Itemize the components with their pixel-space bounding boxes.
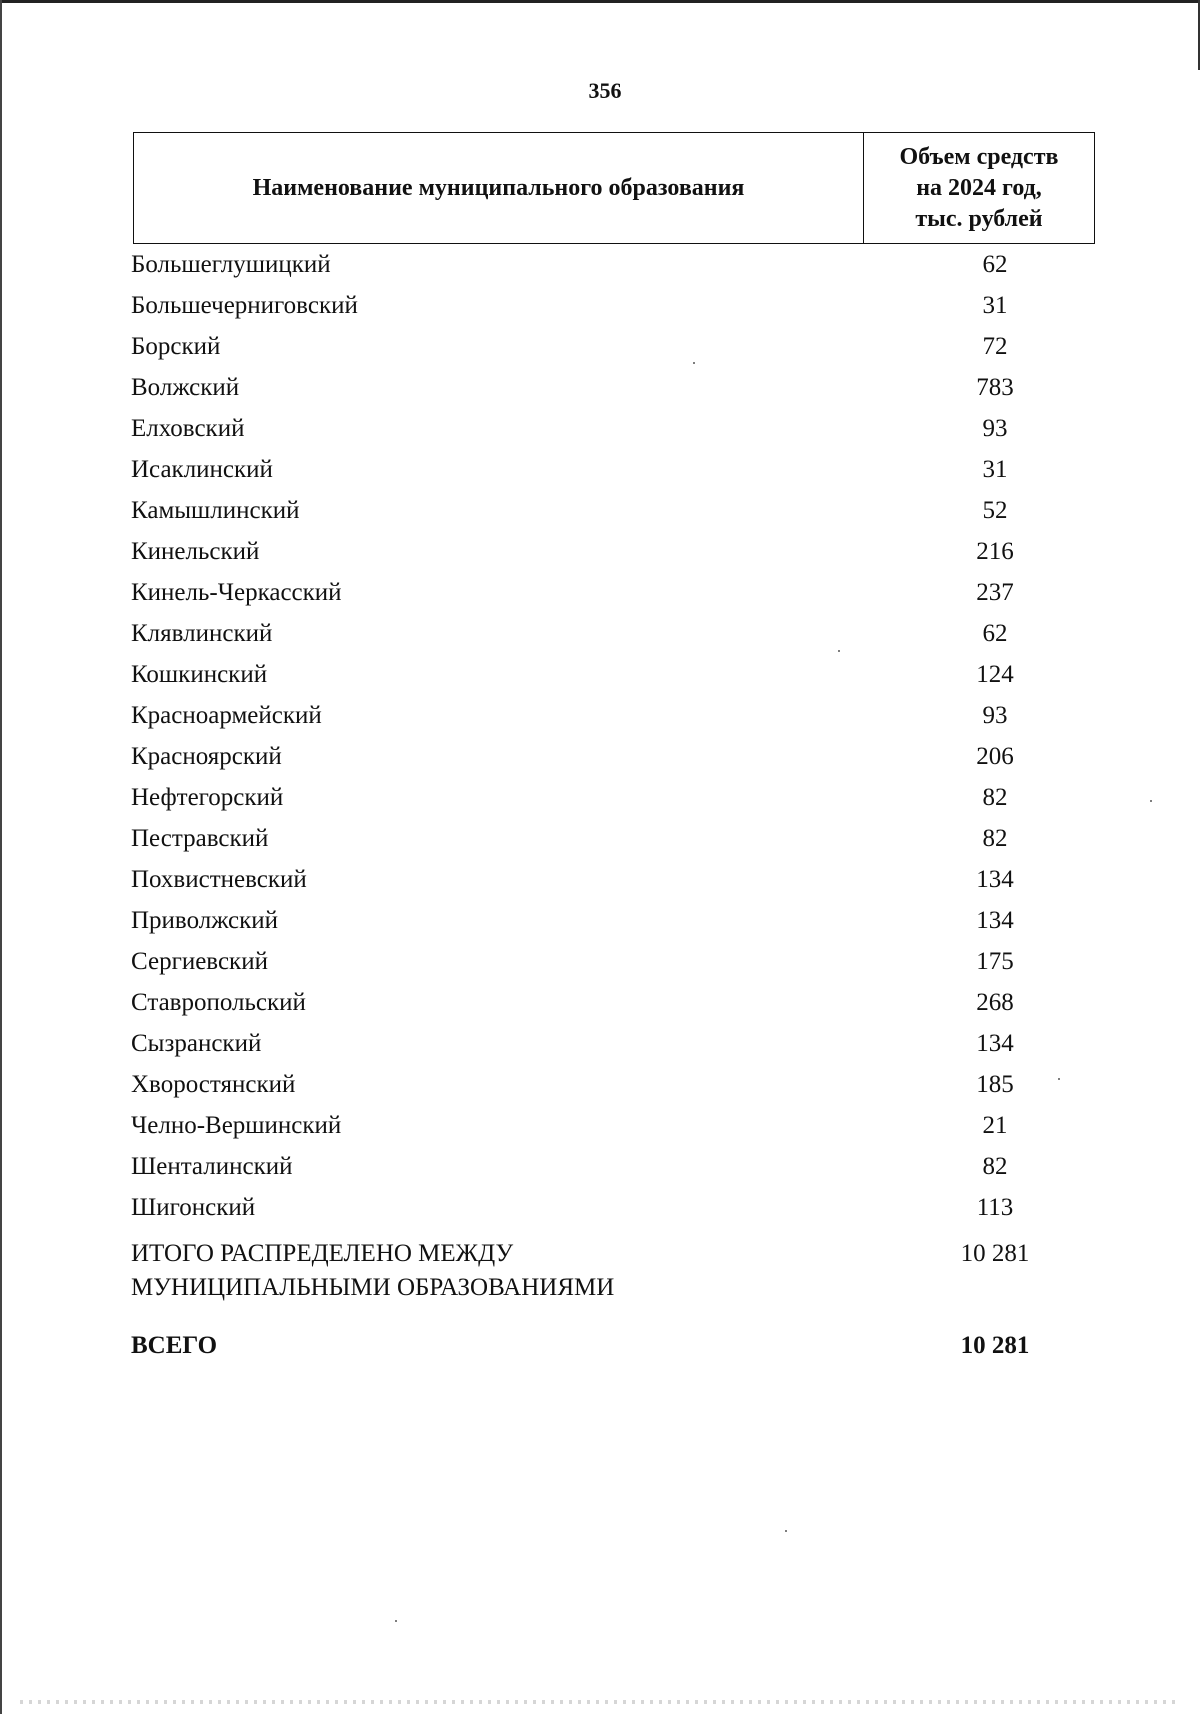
municipality-name: Елховский bbox=[131, 414, 245, 442]
municipality-name: Шенталинский bbox=[131, 1152, 293, 1180]
table-row bbox=[131, 449, 1095, 490]
page-number: 356 bbox=[588, 78, 622, 103]
municipality-value: 72 bbox=[982, 332, 1008, 360]
distributed-total-value: 10 281 bbox=[960, 1240, 1030, 1267]
table-row bbox=[131, 531, 1095, 572]
table-row bbox=[131, 285, 1095, 326]
municipality-value: 82 bbox=[982, 824, 1008, 852]
municipality-name: Пестравский bbox=[131, 824, 269, 852]
municipality-value: 783 bbox=[976, 373, 1014, 401]
table-row bbox=[131, 736, 1095, 777]
table-row bbox=[131, 941, 1095, 982]
table-row bbox=[131, 408, 1095, 449]
municipality-name: Волжский bbox=[131, 373, 240, 401]
table-row bbox=[131, 1023, 1095, 1064]
municipality-name: Исаклинский bbox=[131, 455, 273, 483]
distributed-total-label-line2: МУНИЦИПАЛЬНЫМИ ОБРАЗОВАНИЯМИ bbox=[131, 1274, 615, 1301]
municipality-value: 237 bbox=[976, 578, 1014, 606]
scan-speck bbox=[693, 362, 695, 364]
grand-total-row bbox=[131, 1332, 1095, 1360]
table-row bbox=[131, 1187, 1095, 1228]
table-row bbox=[131, 367, 1095, 408]
municipality-value: 124 bbox=[976, 660, 1014, 688]
scan-noise-bottom bbox=[20, 1700, 1180, 1704]
municipality-value: 52 bbox=[982, 496, 1008, 524]
municipality-value: 31 bbox=[982, 455, 1008, 483]
municipality-name: Клявлинский bbox=[131, 619, 273, 647]
header-volume-column: Объем средств на 2024 год, тыс. рублей bbox=[899, 143, 1059, 232]
municipality-value: 62 bbox=[982, 250, 1008, 278]
table-row bbox=[131, 244, 1095, 285]
scan-speck bbox=[785, 1530, 787, 1532]
grand-total-value: 10 281 bbox=[960, 1332, 1030, 1359]
distributed-total-label-line1: ИТОГО РАСПРЕДЕЛЕНО МЕЖДУ bbox=[131, 1240, 514, 1267]
table-row bbox=[131, 859, 1095, 900]
municipality-value: 216 bbox=[976, 537, 1014, 565]
table-row bbox=[131, 1064, 1095, 1105]
scan-speck bbox=[395, 1620, 397, 1622]
municipality-value: 134 bbox=[976, 1029, 1014, 1057]
table-row bbox=[131, 777, 1095, 818]
municipality-value: 134 bbox=[976, 865, 1014, 893]
municipality-name: Большечерниговский bbox=[131, 291, 358, 319]
municipality-name: Похвистневский bbox=[131, 865, 307, 893]
header-name-column: Наименование муниципального образования bbox=[134, 133, 864, 243]
municipality-name: Хворостянский bbox=[131, 1070, 296, 1098]
municipality-name: Кинельский bbox=[131, 537, 260, 565]
municipality-name: Борский bbox=[131, 332, 221, 360]
municipality-value: 134 bbox=[976, 906, 1014, 934]
table-row bbox=[131, 572, 1095, 613]
table-row bbox=[131, 818, 1095, 859]
table-row bbox=[131, 490, 1095, 531]
municipality-name: Камышлинский bbox=[131, 496, 300, 524]
table-body bbox=[131, 244, 1095, 1228]
municipality-value: 31 bbox=[982, 291, 1008, 319]
municipality-value: 93 bbox=[982, 701, 1008, 729]
table-row bbox=[131, 613, 1095, 654]
municipality-value: 175 bbox=[976, 947, 1014, 975]
municipality-value: 113 bbox=[976, 1193, 1014, 1221]
municipality-name: Сызранский bbox=[131, 1029, 262, 1057]
municipality-value: 185 bbox=[976, 1070, 1014, 1098]
table-row bbox=[131, 1105, 1095, 1146]
scan-speck bbox=[1150, 800, 1152, 802]
table-row bbox=[131, 654, 1095, 695]
municipality-value: 206 bbox=[976, 742, 1014, 770]
scan-speck bbox=[1058, 1078, 1060, 1080]
municipality-value: 62 bbox=[982, 619, 1008, 647]
grand-total-label: ВСЕГО bbox=[131, 1332, 218, 1359]
scan-speck bbox=[838, 650, 840, 652]
municipality-name: Красноярский bbox=[131, 742, 282, 770]
table-row bbox=[131, 1146, 1095, 1187]
municipality-name: Шигонский bbox=[131, 1193, 256, 1221]
municipality-value: 93 bbox=[982, 414, 1008, 442]
table-row bbox=[131, 900, 1095, 941]
distributed-total-row bbox=[131, 1237, 1095, 1305]
table-header bbox=[133, 132, 1095, 244]
table-row bbox=[131, 326, 1095, 367]
scan-border-top bbox=[0, 0, 1200, 3]
municipality-value: 82 bbox=[982, 783, 1008, 811]
municipality-name: Челно-Вершинский bbox=[131, 1111, 342, 1139]
municipality-name: Ставропольский bbox=[131, 988, 306, 1016]
scan-border-left bbox=[0, 0, 2, 1714]
table-row bbox=[131, 695, 1095, 736]
municipality-name: Нефтегорский bbox=[131, 783, 284, 811]
municipality-value: 268 bbox=[976, 988, 1014, 1016]
municipality-name: Приволжский bbox=[131, 906, 279, 934]
municipality-value: 21 bbox=[982, 1111, 1008, 1139]
municipality-name: Сергиевский bbox=[131, 947, 268, 975]
table-row bbox=[131, 982, 1095, 1023]
municipality-name: Красноармейский bbox=[131, 701, 322, 729]
municipality-value: 82 bbox=[982, 1152, 1008, 1180]
distributed-total-label bbox=[131, 1237, 895, 1305]
municipality-name: Кошкинский bbox=[131, 660, 268, 688]
municipality-name: Кинель-Черкасский bbox=[131, 578, 342, 606]
municipality-name: Большеглушицкий bbox=[131, 250, 331, 278]
